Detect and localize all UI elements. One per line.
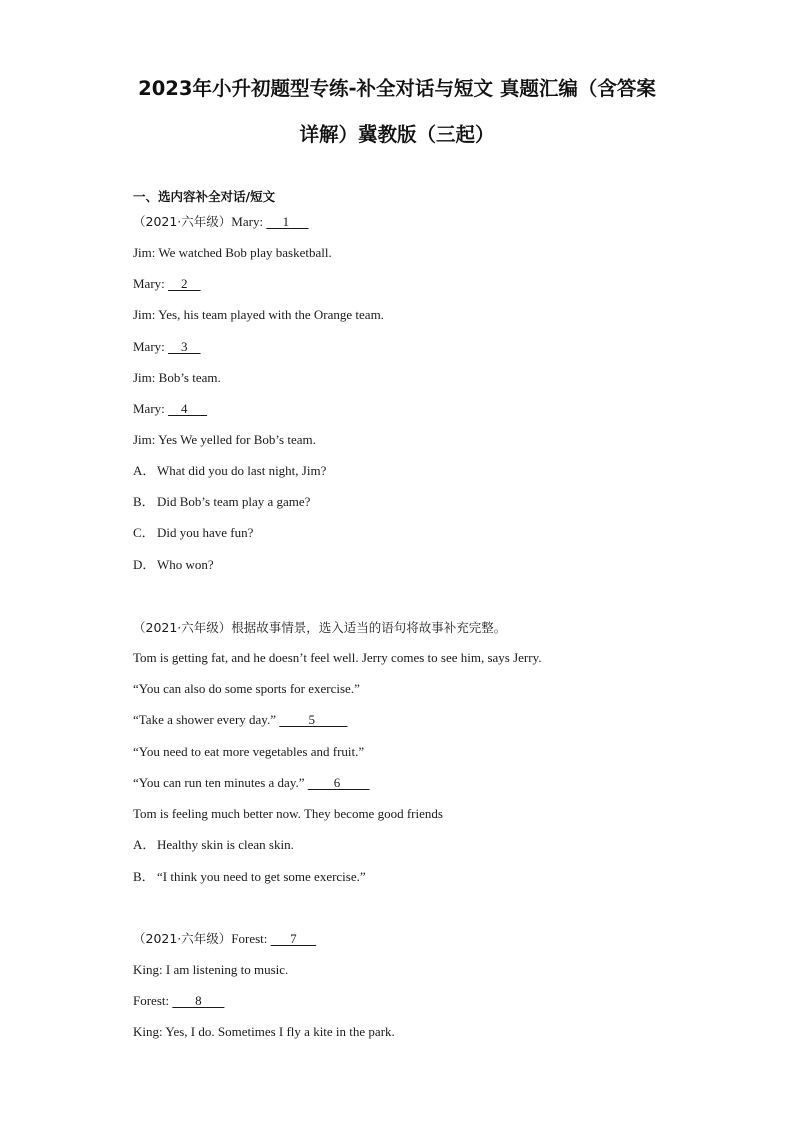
q3-speaker: Forest: xyxy=(231,931,271,946)
q1-source: （2021·六年级） xyxy=(133,214,232,229)
q1-option-d xyxy=(133,557,214,573)
q1-line-jim-1: Jim: We watched Bob play basketball. xyxy=(133,245,332,260)
q2-line-4-text: “You can run ten minutes a day.” xyxy=(133,775,308,790)
q1-speaker: Mary: xyxy=(133,339,169,354)
q1-option-a xyxy=(133,463,326,479)
option-text: Did Bob’s team play a game? xyxy=(157,494,311,509)
blank-8: 8 xyxy=(172,993,225,1008)
q2-outro: Tom is feeling much better now. They become good friends xyxy=(133,806,443,821)
q1-first-line xyxy=(133,214,309,230)
q1-line-mary-4 xyxy=(133,401,207,417)
q3-speaker: Forest: xyxy=(133,993,173,1008)
q1-line-jim-4: Jim: Yes We yelled for Bob’s team. xyxy=(133,432,316,447)
q2-first-line xyxy=(133,620,506,636)
q2-instruction: 根据故事情景，选入适当的语句将故事补充完整。 xyxy=(231,620,507,635)
section-heading: 一、选内容补全对话/短文 xyxy=(133,189,276,204)
option-letter: B． xyxy=(133,869,155,884)
option-letter: A． xyxy=(133,837,156,852)
q3-first-line xyxy=(133,931,316,947)
q2-line-3: “You need to eat more vegetables and fruit.” xyxy=(133,744,365,759)
blank-4: 4 xyxy=(168,401,208,416)
blank-1: 1 xyxy=(266,214,309,229)
q1-option-b xyxy=(133,494,310,510)
option-text: Did you have fun? xyxy=(157,525,254,540)
blank-5: 5 xyxy=(279,712,348,727)
title-line-1: 2023年小升初题型专练-补全对话与短文 真题汇编（含答案 xyxy=(138,77,656,100)
q3-line-2: King: I am listening to music. xyxy=(133,962,289,977)
q2-source: （2021·六年级） xyxy=(133,620,232,635)
q3-source: （2021·六年级） xyxy=(133,931,232,946)
option-text: “I think you need to get some exercise.” xyxy=(157,869,366,884)
q1-line-mary-3 xyxy=(133,339,201,355)
blank-7: 7 xyxy=(270,931,317,946)
q2-line-4 xyxy=(133,775,370,791)
option-text: Who won? xyxy=(157,557,214,572)
q3-line-4: King: Yes, I do. Sometimes I fly a kite in the park. xyxy=(133,1024,395,1039)
q3-line-3 xyxy=(133,993,224,1009)
option-letter: A． xyxy=(133,463,156,478)
option-letter: C． xyxy=(133,525,155,540)
q1-speaker: Mary: xyxy=(133,401,169,416)
option-letter: D． xyxy=(133,557,156,572)
q2-line-1: “You can also do some sports for exercise.” xyxy=(133,681,360,696)
q2-option-a xyxy=(133,837,294,853)
document-title xyxy=(60,66,734,158)
option-text: Healthy skin is clean skin. xyxy=(157,837,294,852)
blank-3: 3 xyxy=(168,339,201,354)
q1-line-jim-3: Jim: Bob’s team. xyxy=(133,370,221,385)
q1-speaker: Mary: xyxy=(231,214,267,229)
q1-line-jim-2: Jim: Yes, his team played with the Orange team. xyxy=(133,307,384,322)
blank-2: 2 xyxy=(168,276,201,291)
q1-option-c xyxy=(133,525,253,541)
q2-line-2-text: “Take a shower every day.” xyxy=(133,712,280,727)
option-text: What did you do last night, Jim? xyxy=(157,463,327,478)
q1-line-mary-2 xyxy=(133,276,201,292)
q1-speaker: Mary: xyxy=(133,276,169,291)
q2-intro: Tom is getting fat, and he doesn’t feel well. Jerry comes to see him, says Jerry. xyxy=(133,650,542,665)
title-line-2: 详解）冀教版（三起） xyxy=(299,123,495,146)
option-letter: B． xyxy=(133,494,155,509)
blank-6: 6 xyxy=(307,775,370,790)
q2-line-2 xyxy=(133,712,347,728)
q2-option-b xyxy=(133,869,366,885)
